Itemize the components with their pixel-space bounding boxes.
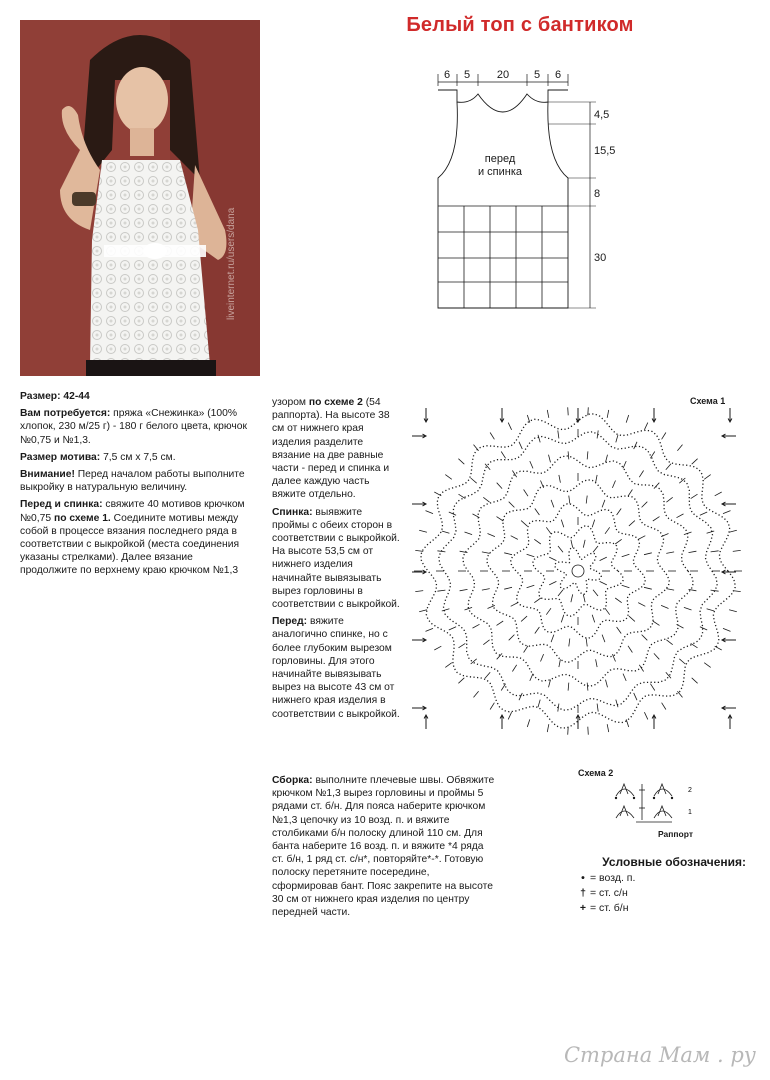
- pattern-intro-b: (54 раппорта). На высоте 38 см от нижнего края изделия разделите вязание на две равные части - перед и спинка и далее каждую часть вяжите отдельно.: [272, 397, 390, 501]
- width-dim-1: 6: [443, 69, 451, 81]
- pattern-intro-scheme: по схеме 2: [308, 397, 363, 408]
- instructions-left: [20, 390, 250, 582]
- rapport-label: Раппорт: [658, 829, 693, 839]
- width-dim-4: 5: [533, 69, 541, 81]
- legend-item-dc: [576, 886, 746, 901]
- width-dim-5: 6: [554, 69, 562, 81]
- assembly-text: выполните плечевые швы. Обвяжите крючком №1,3 вырез горловины и проймы 5 рядами ст. б/н. Для пояса наберите крючком №1,3 цепочку из 10 возд. п. и вяжите столбиками б/н полоску длиной 110 см. Для банта наберите 16 возд. п. и вяжите *4 ряда ст. б/н, 1 ряд ст. с/н*, повторяйте*-*. Готовую полоску перетяните посередине, сформировав бант. Пояс закрепите на высоте 30 см от нижнего края изделия по центру передней части.: [272, 775, 495, 919]
- height-dim-1: 4,5: [594, 109, 610, 121]
- scheme1-label: Схема 1: [690, 396, 726, 406]
- back-text: выявжите проймы с обеих сторон в соответствии с выкройкой. На высоте 53,5 см от нижнего изделия начинайте вывязывать вырез горловины в соответствии с выкройкой.: [272, 506, 400, 611]
- instructions-middle: [272, 396, 402, 725]
- single-crochet-icon: +: [579, 902, 587, 914]
- scheme2-label: Схема 2: [578, 768, 614, 778]
- chain-stitch-icon: •: [581, 872, 585, 884]
- height-dim-4: 30: [594, 252, 607, 264]
- height-dim-3: 8: [594, 188, 601, 200]
- scheme2-row-1: 1: [688, 809, 692, 816]
- attention-label: Внимание!: [20, 469, 75, 481]
- back-label: Спинка:: [272, 506, 313, 518]
- model-photo: [20, 20, 260, 376]
- double-crochet-icon: †: [580, 887, 586, 899]
- size-value: 42-44: [63, 391, 90, 402]
- size-label: Размер:: [20, 391, 61, 402]
- scheme2-row-2: 2: [688, 787, 692, 794]
- materials-label: Вам потребуется:: [20, 408, 111, 420]
- motif-size-label: Размер мотива:: [20, 451, 101, 463]
- legend-text-chain: = возд. п.: [590, 872, 636, 884]
- schematic-label-line1: перед: [484, 153, 516, 165]
- width-dim-2: 5: [463, 69, 471, 81]
- scheme2-diagram: [612, 778, 702, 826]
- front-back-label: Перед и спинка:: [20, 499, 103, 511]
- photo-watermark: liveinternet.ru/users/dana: [226, 207, 237, 320]
- assembly-instructions: [272, 774, 496, 923]
- scheme1-diagram: [408, 396, 748, 741]
- pattern-intro-a: узором: [272, 397, 307, 408]
- height-dim-2: 15,5: [594, 145, 616, 157]
- legend-item-chain: [576, 871, 746, 886]
- front-back-text-a: свяжите 40 мотивов крючком №0,75: [20, 499, 245, 524]
- motif-size-text: 7,5 см х 7,5 см.: [103, 451, 176, 463]
- legend-text-dc: = ст. с/н: [590, 887, 628, 899]
- legend-text-sc: = ст. б/н: [590, 902, 629, 914]
- site-watermark: Страна Мам . ру: [563, 1043, 756, 1067]
- front-back-text-b: Соедините мотивы между собой в процессе вязания последнего ряда в соответствии с выкройкой (места соединения указаны стрелками). Далее вязание продолжите по верхнему краю крючком №1,3: [20, 512, 240, 577]
- page-title: Белый топ с бантиком: [406, 14, 634, 36]
- front-back-scheme: по схеме 1.: [53, 512, 111, 524]
- legend-title: Условные обозначения:: [602, 855, 746, 869]
- schematic-label-line2: и спинка: [477, 166, 523, 178]
- attention-text: Перед началом работы выполните выкройку в натуральную величину.: [20, 469, 245, 494]
- assembly-label: Сборка:: [272, 775, 313, 786]
- width-dim-3: 20: [496, 69, 510, 81]
- legend: [576, 855, 746, 916]
- front-label: Перед:: [272, 616, 308, 628]
- legend-item-sc: [576, 901, 746, 916]
- materials-text: пряжа «Снежинка» (100% хлопок, 230 м/25 г) - 180 г белого цвета, крючок №0,75 и №1,3.: [20, 408, 247, 446]
- front-text: вяжите аналогично спинке, но с более глубоким вырезом горловины. Для этого начинайте вывязывать вырез на высоте 43 см от нижнего края изделия в соответствии с выкройкой.: [272, 616, 400, 720]
- garment-schematic: [420, 60, 620, 320]
